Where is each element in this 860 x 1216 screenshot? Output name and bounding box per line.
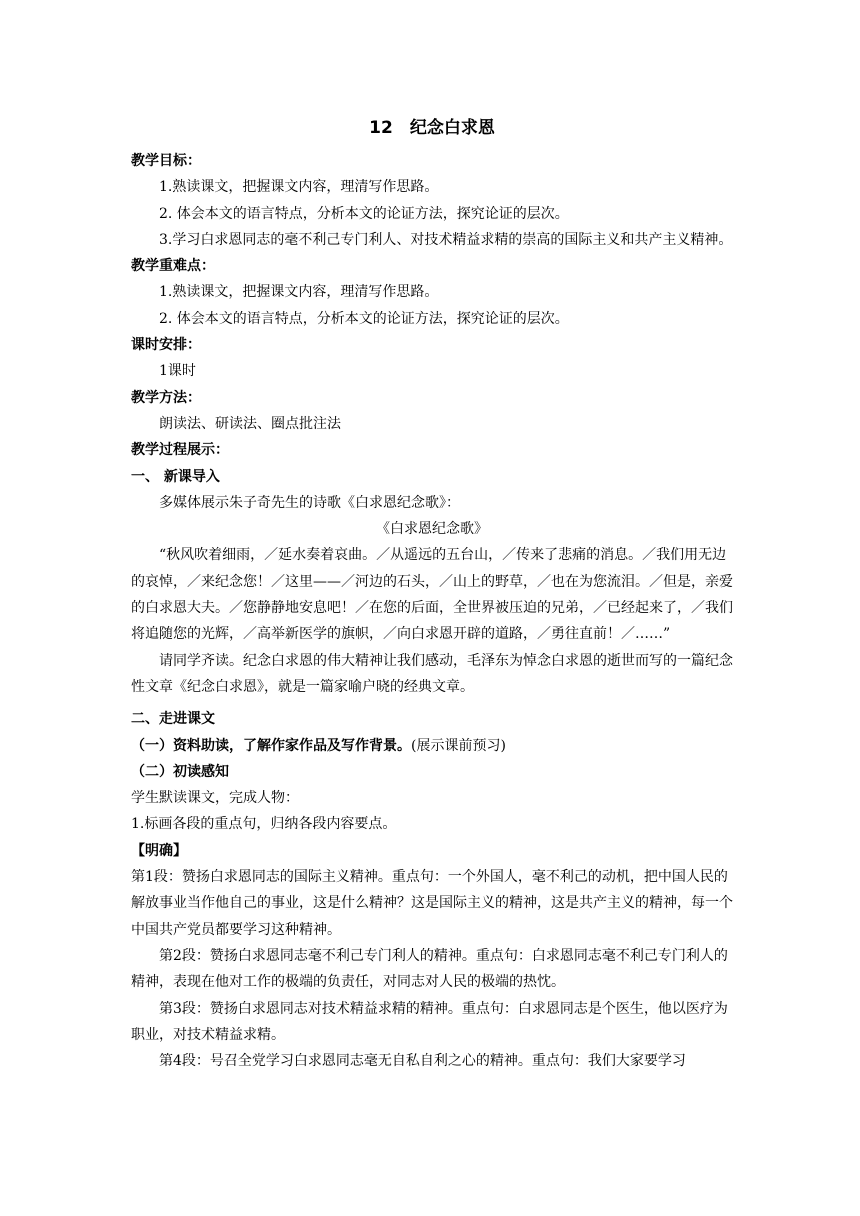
task-text: 学生默读课文，完成人物： (131, 790, 299, 807)
document-content (131, 112, 733, 1074)
goal-item: 3.学习白求恩同志的毫不利己专门利人、对技术精益求精的崇高的国际主义和共产主义精神。 (159, 231, 733, 248)
subsection-1-heading: （一）资料助读，了解作家作品及写作背景。 (131, 737, 411, 754)
poem-title: 《白求恩纪念歌》 (376, 521, 488, 538)
subsection-1-note: (展示课前预习) (411, 737, 506, 754)
task-item: 1.标画各段的重点句，归纳各段内容要点。 (131, 816, 397, 833)
paragraph-summary: 第2段：赞扬白求恩同志毫不利己专门利人的精神。重点句：白求恩同志毫不利己专门利人的精神，表现在他对工作的极端的负责任，对同志对人民的极端的热忱。 (131, 947, 728, 991)
subsection-1 (131, 733, 733, 759)
paragraph-summary: 第4段：号召全党学习白求恩同志毫无自私自利之心的精神。重点句：我们大家要学习 (159, 1053, 686, 1070)
key-points-heading: 教学重难点： (131, 258, 215, 275)
goal-item: 1.熟读课文，把握课文内容，理清写作思路。 (159, 179, 439, 196)
key-point-item: 2. 体会本文的语言特点，分析本文的论证方法，探究论证的层次。 (159, 310, 569, 327)
section-2-heading: 二、走进课文 (131, 711, 215, 728)
paragraph-summary: 第3段：赞扬白求恩同志对技术精益求精的精神。重点句：白求恩同志是个医生，他以医疗为职业，对技术精益求精。 (131, 1000, 728, 1043)
section-1-intro: 多媒体展示朱子奇先生的诗歌《白求恩纪念歌》： (159, 494, 460, 511)
poem-text: “秋风吹着细雨，／延水奏着哀曲。／从遥远的五台山，／传来了悲痛的消息。／我们用无边的哀悼，／来纪念您！／这里——／河边的石头，／山上的野草，／也在为您流泪。／但是，亲爱的白求恩大夫。／您静静地安息吧！／在您的后面，全世界被压迫的兄弟，／已经起来了，／我们将追随您的光辉，／高举新医学的旗帜，／向白求恩开辟的道路，／勇往直前！／……” (131, 547, 733, 643)
key-point-item: 1.熟读课文，把握课文内容，理清写作思路。 (159, 284, 439, 301)
subsection-2-heading: （二）初读感知 (131, 763, 229, 780)
process-heading: 教学过程展示： (131, 442, 229, 459)
section-1-closing: 请同学齐读。纪念白求恩的伟大精神让我们感动，毛泽东为悼念白求恩的逝世而写的一篇纪念性文章《纪念白求恩》，就是一篇家喻户晓的经典文章。 (131, 652, 733, 695)
methods-text: 朗读法、研读法、圈点批注法 (159, 415, 341, 432)
answer-label: 【明确】 (131, 842, 187, 859)
paragraph-summary: 第1段：赞扬白求恩同志的国际主义精神。重点句：一个外国人，毫不利己的动机，把中国人民的解放事业当作他自己的事业，这是什么精神？这是国际主义的精神，这是共产主义的精神，每一个中国共产党员都要学习这种精神。 (131, 869, 733, 938)
goals-heading: 教学目标： (131, 153, 201, 169)
schedule-text: 1课时 (159, 363, 196, 380)
methods-heading: 教学方法： (131, 389, 201, 406)
schedule-heading: 课时安排： (131, 337, 201, 354)
page-title: 12 纪念白求恩 (369, 118, 495, 138)
goal-item: 2. 体会本文的语言特点，分析本文的论证方法，探究论证的层次。 (159, 205, 569, 222)
section-1-heading: 一、 新课导入 (131, 468, 220, 485)
